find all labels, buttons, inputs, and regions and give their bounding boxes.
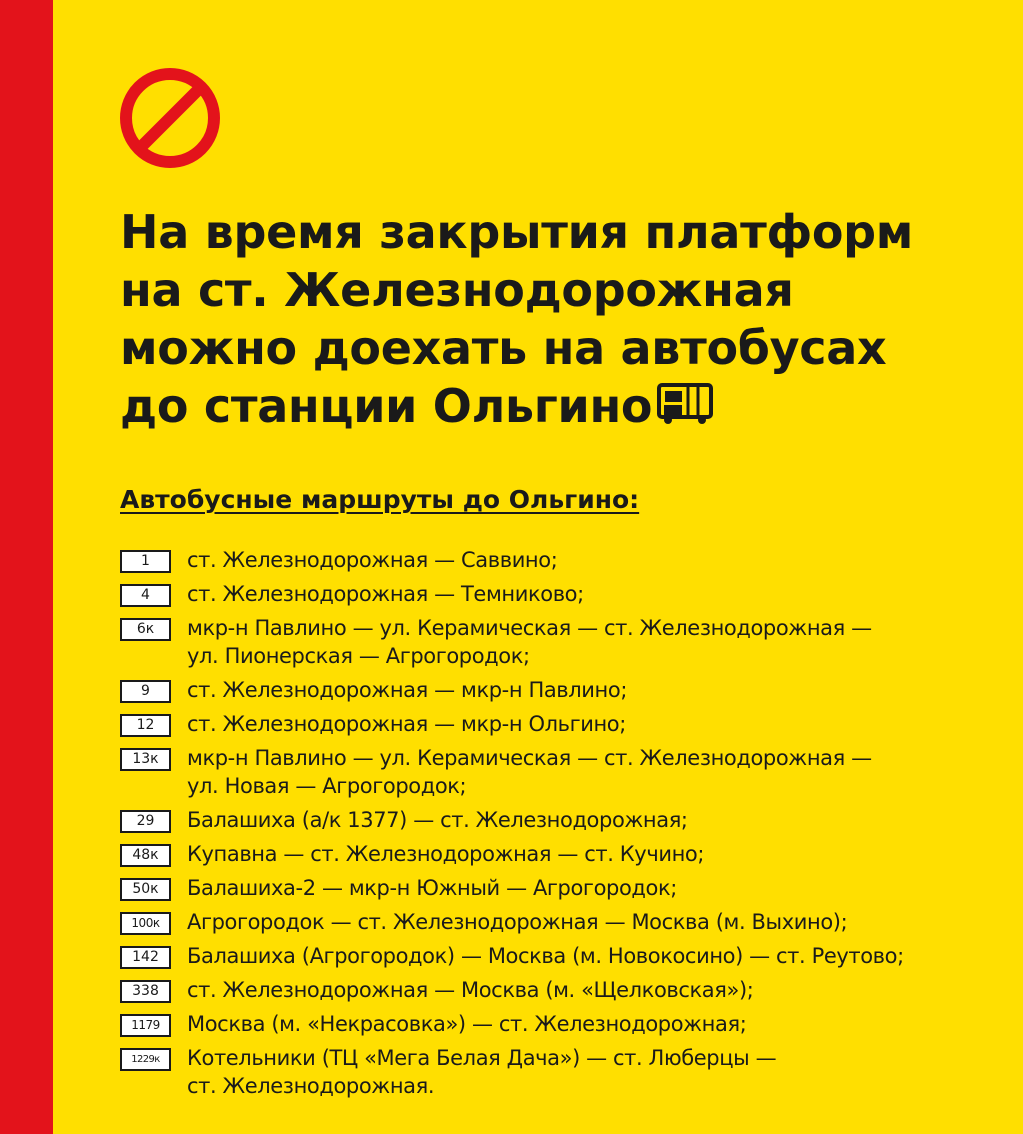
headline-line-1: На время закрытия платформ <box>120 205 914 259</box>
route-description-line: Агрогородок — ст. Железнодорожная — Москва (м. Выхино); <box>187 910 848 934</box>
route-number-badge: 4 <box>120 584 171 607</box>
route-item <box>120 710 1010 738</box>
route-description <box>187 874 677 902</box>
bus-icon <box>656 382 716 426</box>
route-number-badge: 13к <box>120 748 171 771</box>
route-description-line: Котельники (ТЦ «Мега Белая Дача») — ст. Люберцы — <box>187 1046 777 1070</box>
route-description <box>187 614 872 670</box>
route-item <box>120 614 1010 670</box>
route-description <box>187 840 704 868</box>
route-item <box>120 580 1010 608</box>
route-description-line: ст. Железнодорожная — Саввино; <box>187 548 558 572</box>
route-item <box>120 840 1010 868</box>
route-item <box>120 874 1010 902</box>
route-item <box>120 546 1010 574</box>
route-description-line: ст. Железнодорожная — Москва (м. «Щелковская»); <box>187 978 754 1002</box>
route-item <box>120 908 1010 936</box>
route-number-badge: 9 <box>120 680 171 703</box>
route-number-badge: 1229к <box>120 1048 171 1071</box>
route-number-badge: 48к <box>120 844 171 867</box>
route-item <box>120 1010 1010 1038</box>
route-description <box>187 580 584 608</box>
route-number-badge: 338 <box>120 980 171 1003</box>
headline <box>120 203 1000 435</box>
route-description <box>187 908 847 936</box>
route-description-line: мкр-н Павлино — ул. Керамическая — ст. Железнодорожная — <box>187 746 872 770</box>
route-description-line: ст. Железнодорожная — мкр-н Ольгино; <box>187 712 626 736</box>
route-description <box>187 806 688 834</box>
route-description-line: Купавна — ст. Железнодорожная — ст. Кучино; <box>187 842 705 866</box>
headline-line-4 <box>120 377 1000 435</box>
route-description <box>187 942 904 970</box>
route-description-line: ул. Новая — Агрогородок; <box>187 774 467 798</box>
route-item <box>120 744 1010 800</box>
route-description <box>187 976 753 1004</box>
route-item <box>120 676 1010 704</box>
route-item <box>120 1044 1010 1100</box>
headline-line-4-text: до станции Ольгино <box>120 379 653 433</box>
route-description-line: Балашиха (Агрогородок) — Москва (м. Новокосино) — ст. Реутово; <box>187 944 904 968</box>
route-list <box>120 546 1010 1106</box>
route-description <box>187 546 557 574</box>
route-number-badge: 29 <box>120 810 171 833</box>
route-item <box>120 806 1010 834</box>
route-description <box>187 1044 776 1100</box>
route-item <box>120 942 1010 970</box>
route-description-line: ст. Железнодорожная. <box>187 1074 435 1098</box>
headline-line-3: можно доехать на автобусах <box>120 321 887 375</box>
route-description-line: ст. Железнодорожная — Темниково; <box>187 582 584 606</box>
route-number-badge: 100к <box>120 912 171 935</box>
route-description-line: ул. Пионерская — Агрогородок; <box>187 644 530 668</box>
route-number-badge: 12 <box>120 714 171 737</box>
route-description <box>187 1010 746 1038</box>
routes-heading: Автобусные маршруты до Ольгино: <box>120 485 640 514</box>
route-number-badge: 1179 <box>120 1014 171 1037</box>
route-number-badge: 1 <box>120 550 171 573</box>
route-description-line: Балашиха-2 — мкр-н Южный — Агрогородок; <box>187 876 677 900</box>
route-number-badge: 6к <box>120 618 171 641</box>
route-item <box>120 976 1010 1004</box>
route-description-line: Балашиха (а/к 1377) — ст. Железнодорожная; <box>187 808 688 832</box>
route-description <box>187 744 872 800</box>
route-description <box>187 676 627 704</box>
route-description-line: мкр-н Павлино — ул. Керамическая — ст. Железнодорожная — <box>187 616 872 640</box>
headline-line-2: на ст. Железнодорожная <box>120 263 794 317</box>
red-accent-bar <box>0 0 53 1134</box>
route-number-badge: 50к <box>120 878 171 901</box>
no-entry-sign-icon <box>118 66 222 170</box>
route-description-line: Москва (м. «Некрасовка») — ст. Железнодорожная; <box>187 1012 747 1036</box>
route-description-line: ст. Железнодорожная — мкр-н Павлино; <box>187 678 628 702</box>
route-number-badge: 142 <box>120 946 171 969</box>
route-description <box>187 710 626 738</box>
